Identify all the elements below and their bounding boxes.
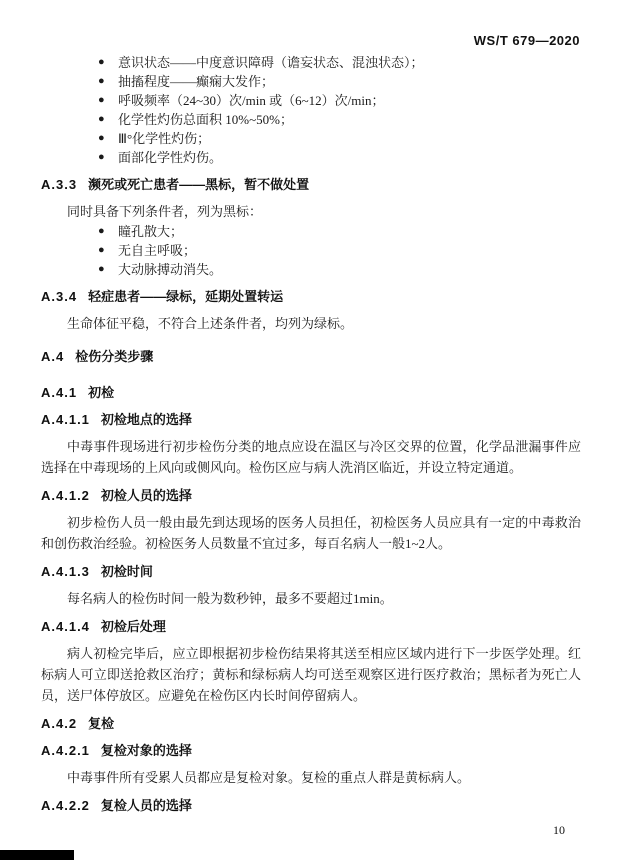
section-number: A.4.1 bbox=[41, 385, 78, 400]
bullet-dot-icon: ● bbox=[98, 75, 105, 87]
section-title: 检伤分类步骤 bbox=[75, 349, 154, 364]
bullet-text: 大动脉搏动消失。 bbox=[118, 262, 223, 277]
section-number: A.4.1.3 bbox=[41, 564, 90, 579]
section-title: 轻症患者——绿标，延期处置转运 bbox=[88, 289, 284, 304]
section-heading-a4-2-1 bbox=[41, 741, 581, 760]
section-number: A.4.2.2 bbox=[41, 798, 90, 813]
section-number: A.3.4 bbox=[41, 289, 78, 304]
bullet-text: 无自主呼吸； bbox=[118, 243, 197, 258]
bullet-item bbox=[41, 53, 581, 72]
section-heading-a4-1-1 bbox=[41, 410, 581, 429]
section-number: A.4 bbox=[41, 349, 65, 364]
section-number: A.4.1.2 bbox=[41, 488, 90, 503]
section-number: A.4.1.1 bbox=[41, 412, 90, 427]
bullet-item bbox=[41, 260, 581, 279]
section-title: 初检时间 bbox=[100, 564, 153, 579]
bullet-item bbox=[41, 148, 581, 167]
paragraph: 中毒事件所有受累人员都应是复检对象。复检的重点人群是黄标病人。 bbox=[67, 770, 471, 785]
section-title: 濒死或死亡患者——黑标，暂不做处置 bbox=[88, 177, 310, 192]
section-heading-a4-1-3 bbox=[41, 562, 581, 581]
bullet-text: 面部化学性灼伤。 bbox=[118, 150, 223, 165]
section-heading-a3-3 bbox=[41, 175, 581, 194]
section-number: A.4.1.4 bbox=[41, 619, 90, 634]
bullet-dot-icon: ● bbox=[98, 151, 105, 163]
bullet-text: 意识状态——中度意识障碍（谵妄状态、混浊状态）； bbox=[118, 55, 424, 70]
bullet-text: 呼吸频率（24~30）次/min 或（6~12）次/min； bbox=[118, 93, 385, 108]
paragraph: 生命体征平稳，不符合上述条件者，均列为绿标。 bbox=[67, 316, 354, 331]
bullet-item bbox=[41, 110, 581, 129]
section-heading-a3-4 bbox=[41, 287, 581, 306]
paragraph: 中毒事件现场进行初步检伤分类的地点应设在温区与冷区交界的位置，化学品泄漏事件应选择在中毒现场的上风向或侧风向。检伤区应与病人洗消区临近，并设立特定通道。 bbox=[41, 439, 581, 475]
paragraph: 同时具备下列条件者，列为黑标： bbox=[67, 204, 263, 219]
bullet-item bbox=[41, 222, 581, 241]
bullet-dot-icon: ● bbox=[98, 56, 105, 68]
bullet-item bbox=[41, 91, 581, 110]
section-heading-a4 bbox=[41, 347, 581, 366]
section-title: 初检后处理 bbox=[100, 619, 166, 634]
bullet-text: 瞳孔散大； bbox=[118, 224, 184, 239]
paragraph: 每名病人的检伤时间一般为数秒钟，最多不要超过1min。 bbox=[67, 591, 393, 606]
section-heading-a4-1-4 bbox=[41, 617, 581, 636]
section-title: 初检地点的选择 bbox=[100, 412, 192, 427]
bullet-dot-icon: ● bbox=[98, 244, 105, 256]
section-title: 复检对象的选择 bbox=[100, 743, 192, 758]
section-title: 复检 bbox=[88, 716, 115, 731]
bullet-item bbox=[41, 241, 581, 260]
document-body bbox=[41, 53, 581, 815]
bullet-dot-icon: ● bbox=[98, 94, 105, 106]
bullet-text: 抽搐程度——癫痫大发作； bbox=[118, 74, 275, 89]
section-title: 初检 bbox=[88, 385, 115, 400]
section-number: A.3.3 bbox=[41, 177, 78, 192]
scan-artifact-bar bbox=[0, 850, 74, 860]
section-number: A.4.2.1 bbox=[41, 743, 90, 758]
bullet-dot-icon: ● bbox=[98, 225, 105, 237]
bullet-dot-icon: ● bbox=[98, 113, 105, 125]
paragraph: 病人初检完毕后，应立即根据初步检伤结果将其送至相应区域内进行下一步医学处理。红标病人可立即送抢救区治疗；黄标和绿标病人均可送至观察区进行医疗救治；黑标者为死亡人员，送尸体停放区。应避免在检伤区内长时间停留病人。 bbox=[41, 646, 581, 703]
section-title: 初检人员的选择 bbox=[100, 488, 192, 503]
section-heading-a4-2-2 bbox=[41, 796, 581, 815]
page-number: 10 bbox=[553, 823, 565, 837]
bullet-dot-icon: ● bbox=[98, 132, 105, 144]
paragraph: 初步检伤人员一般由最先到达现场的医务人员担任，初检医务人员应具有一定的中毒救治和创伤救治经验。初检医务人员数量不宜过多，每百名病人一般1~2人。 bbox=[41, 515, 581, 551]
bullet-text: Ⅲ°化学性灼伤； bbox=[118, 131, 211, 146]
section-number: A.4.2 bbox=[41, 716, 78, 731]
bullet-item bbox=[41, 72, 581, 91]
section-heading-a4-1 bbox=[41, 383, 581, 402]
section-title: 复检人员的选择 bbox=[100, 798, 192, 813]
bullet-item bbox=[41, 129, 581, 148]
bullet-text: 化学性灼伤总面积 10%~50%； bbox=[118, 112, 293, 127]
standard-number-header: WS/T 679—2020 bbox=[473, 33, 580, 48]
section-heading-a4-2 bbox=[41, 714, 581, 733]
bullet-dot-icon: ● bbox=[98, 263, 105, 275]
section-heading-a4-1-2 bbox=[41, 486, 581, 505]
